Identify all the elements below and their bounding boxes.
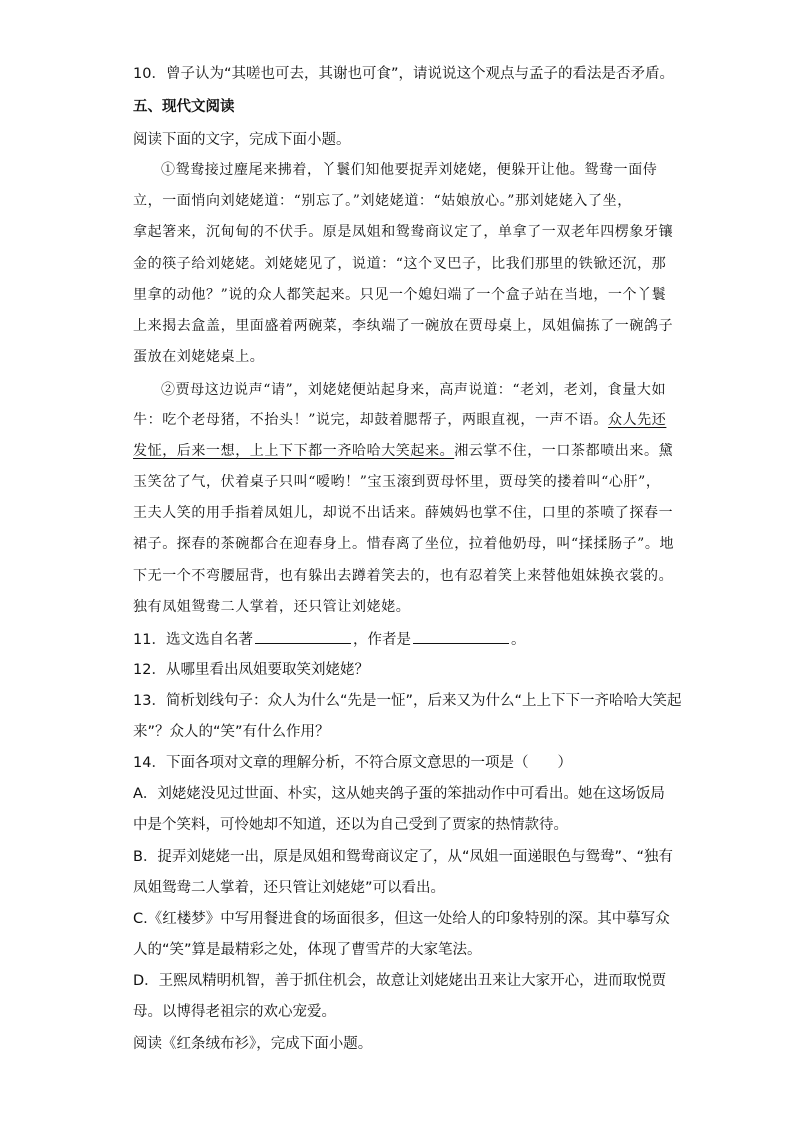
- passage-line: ②贾母这边说声“请”，刘姥姥便站起身来，高声说道：“老刘，老刘，食量大如: [161, 382, 667, 398]
- option-d-cont: 母。以博得老祖宗的欢心宠爱。: [133, 1004, 336, 1020]
- passage-line: 独有凤姐鸳鸯二人掌着，还只管让刘姥姥。: [133, 599, 411, 615]
- question-13-cont: 来”？众人的“笑”有什么作用？: [133, 724, 330, 740]
- answer-blank-book[interactable]: [255, 629, 351, 644]
- passage-line: 蛋放在刘姥姥桌上。: [133, 349, 265, 365]
- question-12: 12．从哪里看出凤姐要取笑刘姥姥？: [133, 662, 369, 678]
- reading-instruction: 阅读下面的文字，完成下面小题。: [133, 132, 351, 148]
- passage-line: [133, 410, 666, 430]
- underlined-sentence: 发怔，后来一想，上上下下都一齐哈哈大笑起来。: [133, 443, 455, 459]
- option-b: B．捉弄刘姥姥一出，原是凤姐和鸳鸯商议定了，从“凤姐一面递眼色与鸳鸯”、“独有: [133, 849, 673, 865]
- passage-line: [133, 441, 673, 461]
- option-b-cont: 凤姐鸳鸯二人掌着，还只管让刘姥姥”可以看出。: [133, 880, 446, 896]
- passage-line: 王夫人笑的用手指着凤姐儿，却说不出话来。薛姨妈也掌不住，口里的茶喷了探春一: [133, 505, 674, 521]
- passage-text: 湘云掌不住，一口茶都喷出来。黛: [454, 443, 674, 459]
- section-5-heading: 五、现代文阅读: [133, 99, 235, 115]
- passage-line: 拿起箸来，沉甸甸的不伏手。原是凤姐和鸳鸯商议定了，单拿了一双老年四楞象牙镶: [133, 224, 674, 240]
- question-11-text: 。: [510, 632, 526, 648]
- underlined-sentence: 众人先还: [607, 412, 667, 428]
- option-c: C.《红楼梦》中写用餐进食的场面很多，但这一处给人的印象特别的深。其中摹写众: [133, 911, 670, 927]
- question-14: 14．下面各项对文章的理解分析，不符合原文意思的一项是（ ）: [133, 755, 572, 771]
- passage-line: 金的筷子给刘姥姥。刘姥姥见了，说道：“这个叉巴子，比我们那里的铁锨还沉，那: [133, 256, 667, 272]
- answer-blank-author[interactable]: [413, 629, 509, 644]
- option-a: A．刘姥姥没见过世面、朴实，这从她夹鸽子蛋的笨拙动作中可看出。她在这场饭局: [133, 786, 665, 802]
- option-d: D．王熙凤精明机智，善于抓住机会，故意让刘姥姥出丑来让大家开心，进而取悦贾: [133, 973, 667, 989]
- option-a-cont: 中是个笑料，可怜她却不知道，还以为自己受到了贾家的热情款待。: [133, 817, 568, 833]
- question-11-text: 11．选文选自名著: [133, 632, 253, 648]
- next-reading-instruction: 阅读《红条绒布衫》，完成下面小题。: [133, 1036, 373, 1052]
- question-11-text: ，作者是: [352, 632, 411, 648]
- option-c-cont: 人的“笑”算是最精彩之处，体现了曹雪芹的大家笔法。: [133, 942, 482, 958]
- passage-line: 裙子。探春的茶碗都合在迎春身上。惜春离了坐位，拉着他奶母，叫“揉揉肠子”。地: [133, 536, 675, 552]
- question-10: 10．曾子认为“其嗟也可去，其谢也可食”，请说说这个观点与孟子的看法是否矛盾。: [133, 66, 674, 82]
- passage-line: 玉笑岔了气，伏着桌子只叫“嗳哟！”宝玉滚到贾母怀里，贾母笑的搂着叫“心肝”，: [133, 474, 661, 490]
- question-13: 13．简析划线句子：众人为什么“先是一怔”，后来又为什么“上上下下一齐哈哈大笑起: [133, 693, 682, 709]
- passage-line: 上来揭去盒盖，里面盛着两碗菜，李纨端了一碗放在贾母桌上，凤姐偏拣了一碗鸽子: [133, 318, 674, 334]
- passage-line: 里拿的动他？”说的众人都笑起来。只见一个媳妇端了一个盒子站在当地，一个丫鬟: [133, 287, 667, 303]
- passage-text: 牛：吃个老母猪，不抬头！”说完，却鼓着腮帮子，两眼直视，一声不语。: [133, 412, 608, 428]
- passage-line: 下无一个不弯腰屈背，也有躲出去蹲着笑去的，也有忍着笑上来替他姐妹换衣裳的。: [133, 568, 674, 584]
- passage-line: 立，一面悄向刘姥姥道：“别忘了。”刘姥姥道：“姑娘放心。”那刘姥姥入了坐，: [133, 193, 632, 209]
- passage-line: ①鸳鸯接过麈尾来拂着，丫鬟们知他要捉弄刘姥姥，便躲开让他。鸳鸯一面侍: [161, 162, 658, 178]
- question-11: [133, 629, 525, 650]
